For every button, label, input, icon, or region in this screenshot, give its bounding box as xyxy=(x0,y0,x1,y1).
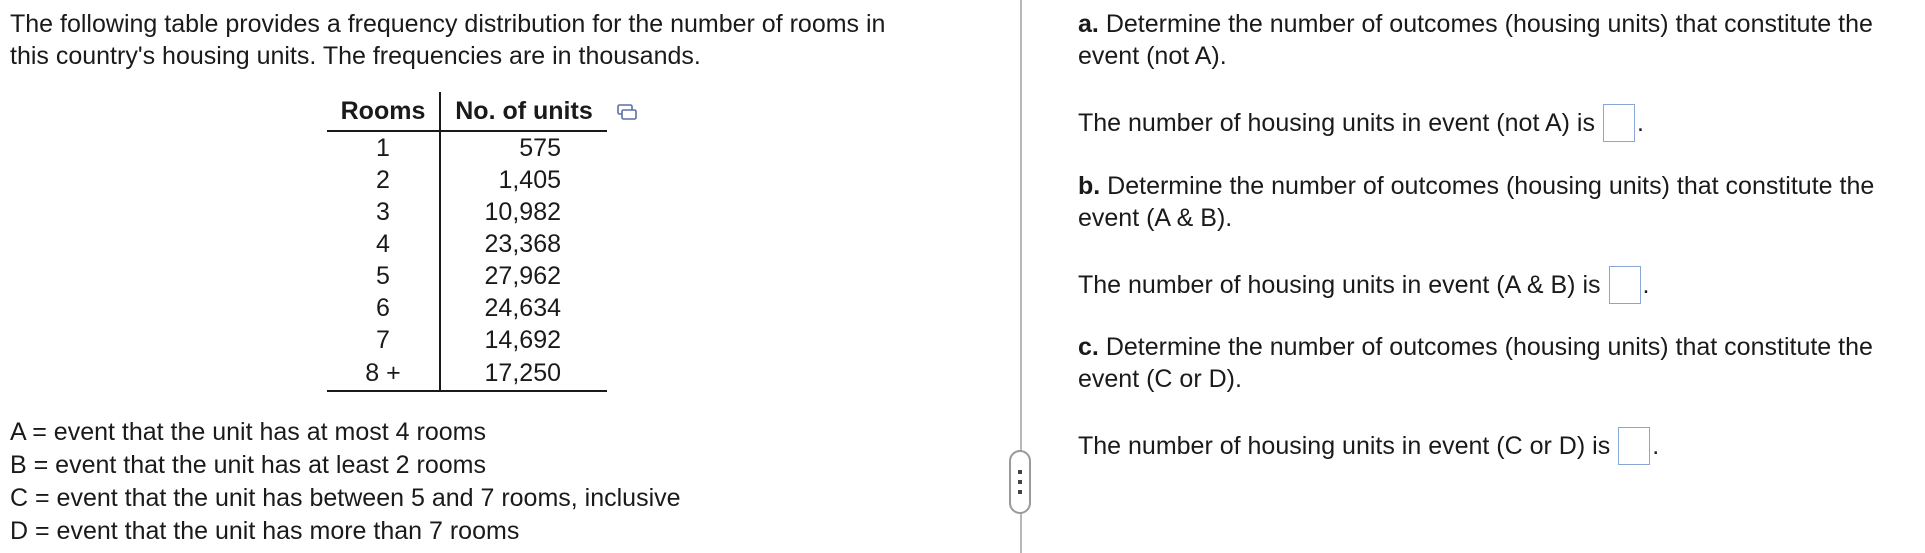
question-b-prompt xyxy=(1078,170,1923,234)
question-c-prompt xyxy=(1078,331,1923,395)
question-c-answer-prefix: The number of housing units in event (C or D) is xyxy=(1078,432,1611,460)
question-a-prompt xyxy=(1078,8,1923,72)
grip-dot xyxy=(1018,480,1022,484)
grip-dot xyxy=(1018,490,1022,494)
rooms-cell: 5 xyxy=(327,260,440,292)
rooms-cell: 7 xyxy=(327,324,440,356)
question-c-answer-suffix: . xyxy=(1652,432,1660,460)
question-c-line-2: event (C or D). xyxy=(1078,365,1242,393)
event-a-definition: A = event that the unit has at most 4 rooms xyxy=(10,418,486,446)
question-b-letter: b. xyxy=(1078,172,1101,200)
copy-icon[interactable] xyxy=(617,104,637,122)
event-b-definition: B = event that the unit has at least 2 rooms xyxy=(10,451,486,479)
intro-line-2: this country's housing units. The frequencies are in thousands. xyxy=(10,42,701,70)
rooms-cell: 1 xyxy=(327,131,440,164)
rooms-cell: 3 xyxy=(327,196,440,228)
event-definitions xyxy=(10,416,681,548)
problem-intro xyxy=(10,8,1010,72)
table-header-row xyxy=(327,92,607,131)
answer-input-b[interactable] xyxy=(1609,266,1641,304)
frequency-table-wrapper xyxy=(327,92,607,392)
question-c-answer-line xyxy=(1078,427,1659,465)
question-b-answer-prefix: The number of housing units in event (A & B) is xyxy=(1078,271,1601,299)
rooms-cell: 2 xyxy=(327,164,440,196)
intro-line-1: The following table provides a frequency distribution for the number of rooms in xyxy=(10,10,886,38)
units-cell: 24,634 xyxy=(484,294,561,322)
rooms-cell: 4 xyxy=(327,228,440,260)
answer-input-c[interactable] xyxy=(1618,427,1650,465)
question-b-line-1 xyxy=(1078,170,1923,202)
table-row xyxy=(327,260,607,292)
answer-input-a[interactable] xyxy=(1603,104,1635,142)
header-units: No. of units xyxy=(440,92,607,131)
frequency-table xyxy=(327,92,607,392)
table-row xyxy=(327,131,607,164)
event-c-definition: C = event that the unit has between 5 and 7 rooms, inclusive xyxy=(10,484,681,512)
units-cell: 27,962 xyxy=(484,262,561,290)
event-d-definition: D = event that the unit has more than 7 rooms xyxy=(10,517,520,545)
question-a-line-1 xyxy=(1078,8,1923,40)
question-c-text: Determine the number of outcomes (housing units) that constitute the xyxy=(1105,333,1873,361)
question-a-answer-suffix: . xyxy=(1636,109,1644,137)
grip-dot xyxy=(1018,470,1022,474)
table-row xyxy=(327,164,607,196)
units-cell: 10,982 xyxy=(484,198,561,226)
question-a-answer-line xyxy=(1078,104,1644,142)
question-a-letter: a. xyxy=(1078,10,1099,38)
question-b-text: Determine the number of outcomes (housing units) that constitute the xyxy=(1107,172,1875,200)
question-a-text: Determine the number of outcomes (housing units) that constitute the xyxy=(1105,10,1873,38)
question-b-answer-suffix: . xyxy=(1642,271,1650,299)
question-c-letter: c. xyxy=(1078,333,1099,361)
table-row xyxy=(327,292,607,324)
units-cell: 1,405 xyxy=(498,166,561,194)
table-row xyxy=(327,356,607,391)
units-cell: 14,692 xyxy=(484,326,561,354)
question-c-line-1 xyxy=(1078,331,1923,363)
table-row xyxy=(327,324,607,356)
units-cell: 17,250 xyxy=(440,356,607,391)
table-row xyxy=(327,196,607,228)
header-rooms: Rooms xyxy=(327,92,440,131)
rooms-cell: 6 xyxy=(327,292,440,324)
question-b-answer-line xyxy=(1078,266,1649,304)
units-cell: 23,368 xyxy=(484,230,561,258)
question-b-line-2: event (A & B). xyxy=(1078,204,1233,232)
units-cell: 575 xyxy=(519,134,561,162)
pane-resize-handle[interactable] xyxy=(1009,450,1031,514)
rooms-cell: 8 + xyxy=(327,356,440,391)
question-a-answer-prefix: The number of housing units in event (not A) is xyxy=(1078,109,1595,137)
question-a-line-2: event (not A). xyxy=(1078,42,1227,70)
table-row xyxy=(327,228,607,260)
